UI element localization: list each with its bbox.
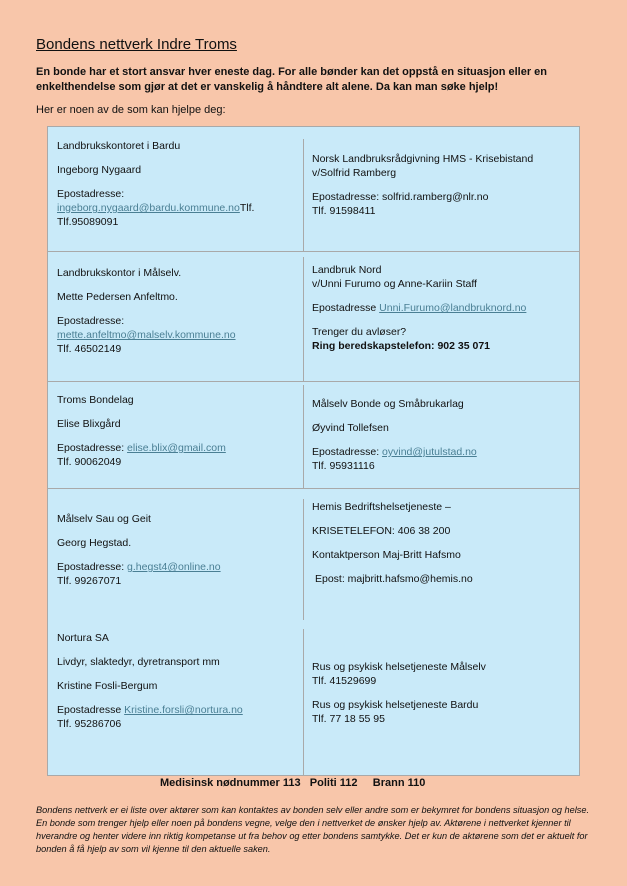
intro-text: En bonde har et stort ansvar hver eneste dag. For alle bønder kan det oppstå en situasjon eller en enkelthendelse som gjør at det er vanskelig å håndtere alt alene. Da kan man søke hjelp! (36, 66, 548, 93)
org-name: Troms Bondelag (57, 394, 134, 406)
org-name: Rus og psykisk helsetjeneste Målselv (312, 661, 486, 673)
org-name: Målselv Sau og Geit (57, 513, 151, 525)
row-divider (48, 381, 579, 382)
row-divider (48, 251, 579, 252)
contact-table (47, 126, 580, 776)
org-contact: v/Solfrid Ramberg (312, 167, 397, 179)
email-line: Epostadresse: solfrid.ramberg@nlr.no (312, 191, 489, 203)
org-name: Landbruk Nord (312, 264, 382, 276)
contact-malselv-bonde (312, 397, 574, 473)
email-link[interactable]: ingeborg.nygaard@bardu.kommune.no (57, 202, 240, 214)
row-divider (48, 488, 579, 489)
person-name: Mette Pedersen Anfeltmo. (57, 291, 178, 303)
contact-bardu-kontor (57, 139, 297, 229)
contact-troms-bondelag (57, 393, 297, 469)
org-description: Livdyr, slaktedyr, dyretransport mm (57, 656, 220, 668)
phone-number: Tlf. 91598411 (312, 205, 376, 217)
column-divider (303, 499, 304, 620)
email-label: Epostadresse: (57, 188, 125, 200)
footer-note: Bondens nettverk er ei liste over aktører som kan kontaktes av bonden selv eller andre som er bekymret for bondens situasjon og helse. En bonde som trenger hjelp eller noen på bondens vegne, velge den i nettverket de ønsker hjelp av. Aktørene i nettverket kjenner til hverandre og henter videre inn riktig kompetanse ut fra behov og etter bondens samtykke. Det er kun de aktørene som det er aktuelt for bonden å få hjelp av som vil kjenne til den aktuelle saken. (36, 805, 590, 854)
phone-number: Tlf. 41529699 (312, 675, 377, 687)
person-name: Øyvind Tollefsen (312, 422, 389, 434)
email-label: Epostadresse (312, 302, 377, 314)
phone-number: Tlf.95089091 (57, 216, 119, 228)
relief-question: Trenger du avløser? (312, 326, 407, 338)
column-divider (303, 257, 304, 381)
email-link[interactable]: elise.blix@gmail.com (127, 442, 226, 454)
person-name: Elise Blixgård (57, 418, 121, 430)
column-divider (303, 629, 304, 775)
email-label: Epostadresse: (57, 315, 125, 327)
org-name: Nortura SA (57, 632, 109, 644)
column-divider (303, 385, 304, 488)
email-line: Epost: majbritt.hafsmo@hemis.no (315, 573, 473, 585)
contact-person: Kontaktperson Maj-Britt Hafsmo (312, 549, 461, 561)
org-name: Landbrukskontor i Målselv. (57, 267, 182, 279)
phone-number: Tlf. 95931116 (312, 460, 375, 472)
contact-sau-og-geit (57, 512, 297, 588)
contact-hemis (312, 500, 574, 586)
person-name: Ingeborg Nygaard (57, 164, 142, 176)
emergency-numbers (160, 777, 425, 789)
phone-label: Tlf. (239, 202, 255, 214)
phone-number: Tlf. 95286706 (57, 718, 122, 730)
contact-nortura (57, 631, 297, 731)
org-name: Landbrukskontoret i Bardu (57, 140, 181, 152)
emergency-fire: Brann 110 (372, 777, 426, 789)
email-link[interactable]: oyvind@jutulstad.no (382, 446, 477, 458)
email-link[interactable]: Unni.Furumo@landbruknord.no (379, 302, 527, 314)
email-label: Epostadresse (57, 704, 122, 716)
contact-malselv-kontor (57, 266, 297, 356)
phone-number: Tlf. 46502149 (57, 343, 122, 355)
subheading: Her er noen av de som kan hjelpe deg: (36, 104, 226, 116)
org-name: Rus og psykisk helsetjeneste Bardu (312, 699, 479, 711)
phone-number: Tlf. 90062049 (57, 456, 122, 468)
person-name: Georg Hegstad. (57, 537, 132, 549)
email-link[interactable]: mette.anfeltmo@malselv.kommune.no (57, 329, 236, 341)
relief-phone: Ring beredskapstelefon: 902 35 071 (312, 340, 490, 352)
email-label: Epostadresse: (57, 561, 125, 573)
phone-number: Tlf. 77 18 55 95 (312, 713, 385, 725)
crisis-phone: KRISETELEFON: 406 38 200 (312, 525, 451, 537)
org-name: Hemis Bedriftshelsetjeneste – (312, 501, 451, 513)
org-name: Målselv Bonde og Småbrukarlag (312, 398, 464, 410)
email-link[interactable]: g.hegst4@online.no (127, 561, 221, 573)
contact-nlr-hms (312, 152, 574, 218)
email-label: Epostadresse: (312, 446, 380, 458)
emergency-police: Politi 112 (309, 777, 358, 789)
page-title: Bondens nettverk Indre Troms (36, 36, 237, 53)
contact-landbruk-nord (312, 263, 574, 353)
org-contact: v/Unni Furumo og Anne-Kariin Staff (312, 278, 477, 290)
email-label: Epostadresse: (57, 442, 125, 454)
org-name: Norsk Landbruksrådgivning HMS - Krisebistand (312, 153, 534, 165)
column-divider (303, 139, 304, 251)
contact-rus-psykisk (312, 660, 574, 726)
phone-number: Tlf. 99267071 (57, 575, 122, 587)
emergency-medical: Medisinsk nødnummer 113 (160, 777, 301, 789)
email-link[interactable]: Kristine.forsli@nortura.no (124, 704, 243, 716)
person-name: Kristine Fosli-Bergum (57, 680, 158, 692)
